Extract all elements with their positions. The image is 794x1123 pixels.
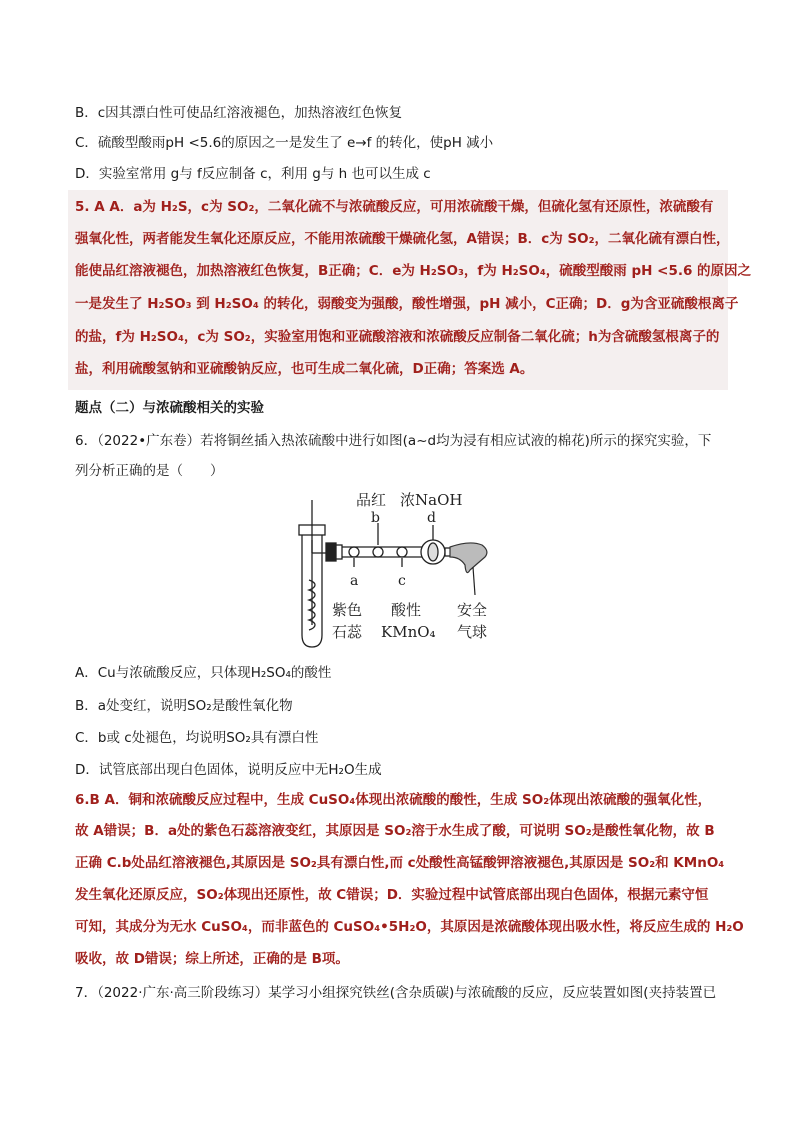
answer-5-line: 盐，利用硫酸氢钠和亚硫酸钠反应，也可生成二氧化硫，D正确；答案选 A。 (75, 361, 534, 377)
label-c-1: 酸性 (391, 601, 422, 619)
glass-tube (342, 523, 433, 567)
answer-5-line: 5. A A．a为 H₂S，c为 SO₂，二氧化硫不与浓硫酸反应，可用浓硫酸干燥，但硫化氢有还原性，浓硫酸有 (75, 199, 714, 215)
letter-b: b (371, 510, 380, 526)
option-b: B．c因其漂白性可使品红溶液褪色，加热溶液红色恢复 (75, 105, 403, 121)
bulb (421, 540, 453, 564)
letter-c: c (398, 573, 406, 589)
label-a-2: 石蕊 (332, 623, 363, 641)
option-c: C．硫酸型酸雨pH <5.6的原因之一是发生了 e→f 的转化，使pH 减小 (75, 135, 494, 151)
answer-6-line: 吸收，故 D错误；综上所述，正确的是 B项。 (75, 951, 349, 967)
safety-balloon (450, 543, 487, 595)
topic-heading: 题点（二）与浓硫酸相关的实验 (75, 400, 264, 416)
answer-6-line: 发生氧化还原反应，SO₂体现出还原性，故 C错误；D．实验过程中试管底部出现白色固体，根据元素守恒 (75, 887, 709, 903)
answer-5-line: 能使品红溶液褪色，加热溶液红色恢复，B正确；C．e为 H₂SO₃，f为 H₂SO₄，硫酸型酸雨 pH <5.6 的原因之 (75, 263, 752, 279)
test-tube (299, 500, 325, 647)
answer-5-line: 一是发生了 H₂SO₃ 到 H₂SO₄ 的转化，弱酸变为强酸，酸性增强，pH 减小，C正确；D．g为含亚硫酸根离子 (75, 296, 739, 312)
label-e-2: 气球 (457, 623, 488, 641)
answer-5-line: 的盐，f为 H₂SO₄，c为 SO₂，实验室用饱和亚硫酸溶液和浓硫酸反应制备二氧化硫；h为含硫酸氢根离子的 (75, 329, 720, 345)
question-6-option-b: B．a处变红，说明SO₂是酸性氧化物 (75, 698, 293, 714)
question-6-stem: 6．（2022•广东卷）若将铜丝插入热浓硫酸中进行如图(a~d均为浸有相应试液的棉花)所示的探究实验，下 (75, 433, 712, 449)
apparatus-figure (290, 485, 510, 655)
connector (312, 540, 342, 561)
answer-6-line: 正确 C.b处品红溶液褪色,其原因是 SO₂具有漂白性,而 c处酸性高锰酸钾溶液褪色,其原因是 SO₂和 KMnO₄ (75, 855, 725, 871)
question-6-option-d: D．试管底部出现白色固体，说明反应中无H₂O生成 (75, 762, 382, 778)
label-e-1: 安全 (457, 601, 488, 619)
question-6-option-a: A．Cu与浓硫酸反应，只体现H₂SO₄的酸性 (75, 665, 332, 681)
letter-a: a (350, 573, 359, 589)
label-a-1: 紫色 (332, 601, 363, 619)
answer-5-block (68, 190, 752, 390)
question-7-stem: 7．（2022·广东·高三阶段练习）某学习小组探究铁丝(含杂质碳)与浓硫酸的反应，反应装置如图(夹持装置已 (75, 985, 717, 1001)
question-6-stem: 列分析正确的是（ ） (75, 463, 224, 479)
answer-6-line: 故 A错误；B．a处的紫色石蕊溶液变红，其原因是 SO₂溶于水生成了酸，可说明 SO₂是酸性氧化物，故 B (75, 823, 715, 839)
label-d-top: 浓NaOH (400, 491, 463, 509)
label-b-top: 品红 (356, 491, 387, 509)
letter-d: d (427, 510, 436, 526)
answer-5-line: 强氧化性，两者能发生氧化还原反应，不能用浓硫酸干燥硫化氢，A错误；B．c为 SO₂，二氧化硫有漂白性， (75, 231, 730, 247)
option-d: D．实验室常用 g与 f反应制备 c，利用 g与 h 也可以生成 c (75, 166, 431, 182)
answer-6-line: 6.B A．铜和浓硫酸反应过程中，生成 CuSO₄体现出浓硫酸的酸性，生成 SO₂体现出浓硫酸的强氧化性， (75, 792, 712, 808)
question-6-option-c: C．b或 c处褪色，均说明SO₂具有漂白性 (75, 730, 319, 746)
label-c-2: KMnO₄ (381, 623, 436, 641)
answer-6-line: 可知，其成分为无水 CuSO₄，而非蓝色的 CuSO₄•5H₂O，其原因是浓硫酸体现出吸水性，将反应生成的 H₂O (75, 919, 744, 935)
